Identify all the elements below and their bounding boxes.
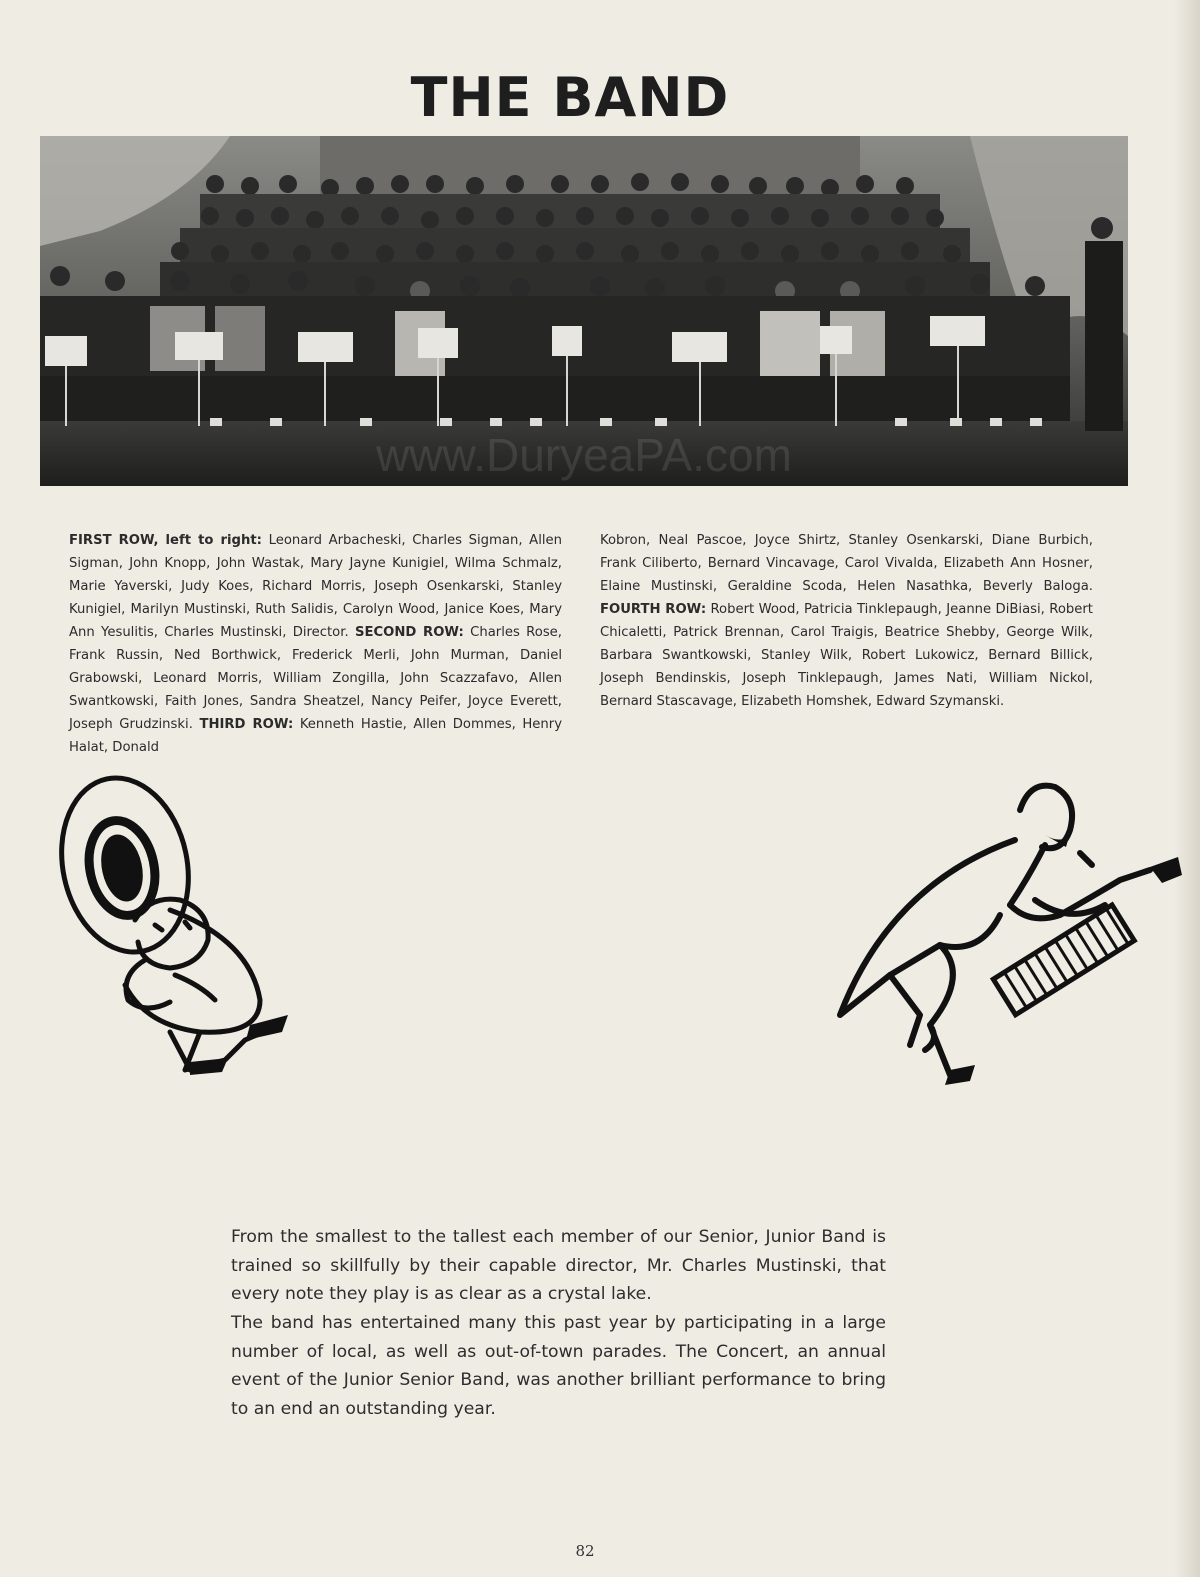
body-paragraph-1: From the smallest to the tallest each member of our Senior, Junior Band is trained so skillfully by their capable director, Mr. Charles Mustinski, that every note they play is as clear as a crystal lake. [231, 1227, 886, 1305]
page-title: THE BAND [410, 66, 730, 130]
caption-right-column [600, 529, 1093, 713]
third-row-names-part-1: Kenneth Hastie, Allen Dommes, Henry Halat, Donald [69, 717, 563, 756]
caption-left-column [69, 529, 562, 759]
page-number: 82 [575, 1542, 595, 1560]
fourth-row-label: FOURTH ROW: [600, 602, 707, 618]
band-group-photo [40, 136, 1128, 486]
fourth-row-names: Robert Wood, Patricia Tinklepaugh, Jeanne DiBiasi, Robert Chicaletti, Patrick Brennan, Carol Traigis, Beatrice Shebby, George Wilk, Barbara Swantkowski, Stanley Wilk, Robert Lukowicz, Bernard Billick, Joseph Bendinskis, Joseph Tinklepaugh, James Nati, William Nickol, Bernard Stascavage, Elizabeth Homshek, Edward Szymanski. [600, 602, 1093, 710]
first-row-names: Leonard Arbacheski, Charles Sigman, Allen Sigman, John Knopp, John Wastak, Mary Jayne Kunigiel, Wilma Schmalz, Marie Yaverski, Judy Koes, Richard Morris, Joseph Osenkarski, Stanley Kunigiel, Marilyn Mustinski, Ruth Salidis, Carolyn Wood, Janice Koes, Mary Ann Yesulitis, Charles Mustinski, Director. [69, 533, 562, 641]
body-paragraph-2: The band has entertained many this past year by participating in a large number of local, as well as out-of-town parades. The Concert, an annual event of the Junior Senior Band, was another brilliant performance to bring to an end an outstanding year. [231, 1313, 886, 1419]
third-row-names-part-2: Kobron, Neal Pascoe, Joyce Shirtz, Stanley Osenkarski, Diane Burbich, Frank Ciliberto, Bernard Vincavage, Carol Vivalda, Elizabeth Ann Hosner, Elaine Mustinski, Geraldine Scoda, Helen Nasathka, Beverly Baloga. [600, 533, 1093, 595]
photo-watermark: www.DuryeaPA.com [376, 429, 792, 481]
first-row-label: FIRST ROW, left to right: [69, 533, 262, 549]
second-row-names: Charles Rose, Frank Russin, Ned Borthwick, Frederick Merli, John Murman, Daniel Grabowski, Leonard Morris, William Zongilla, John Scazzafavo, Allen Swantkowski, Faith Jones, Sandra Sheatzel, Nancy Peifer, Joyce Everett, Joseph Grudzinski. [69, 625, 562, 733]
tuba-player-illustration [50, 770, 290, 1080]
third-row-label: THIRD ROW: [199, 717, 294, 733]
second-row-label: SECOND ROW: [354, 625, 464, 641]
pianist-illustration [830, 775, 1190, 1095]
